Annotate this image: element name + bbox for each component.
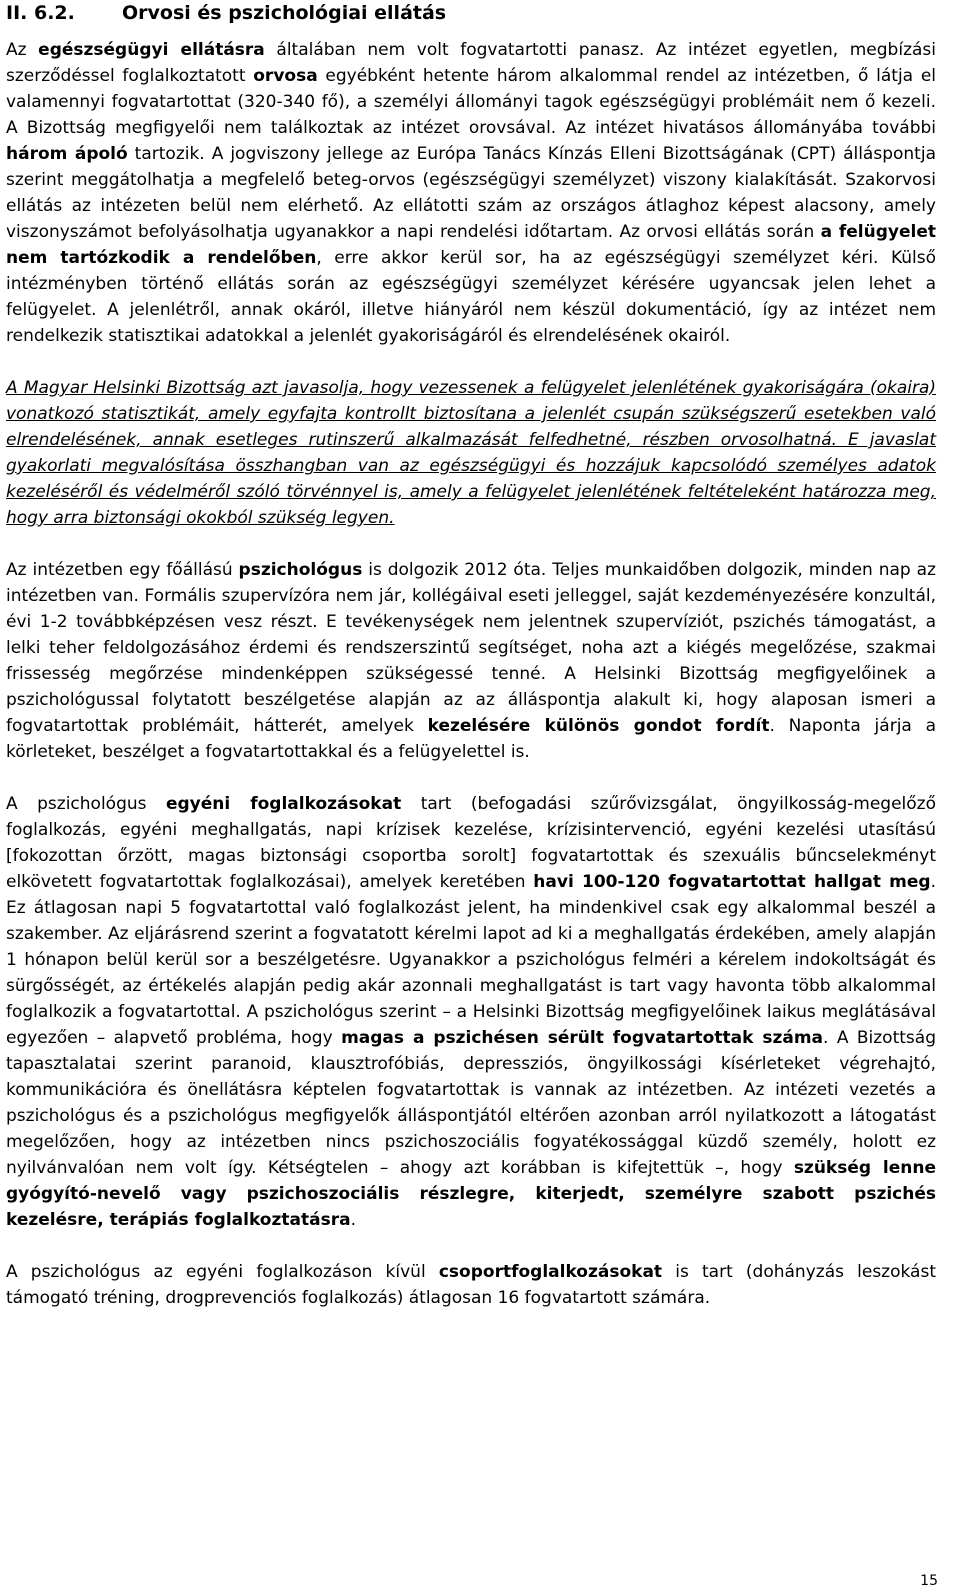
paragraph-individual-sessions xyxy=(6,791,936,1233)
text-run: tart (befogadási szűrővizsgálat, öngyilkosság-megelőző foglalkozás, egyéni meghallgatás, napi krízisek kezelése, krízisintervenció, egyéni kezelési utasítású [fokozottan őrzött, magas biztonsági csoportba sorolt] fogvatartottak és szexuális bűncselekményt elkövetett fogvatartottak foglalkozásai), amelyek keretében xyxy=(6,794,936,892)
emphasis: egészségügyi ellátásra xyxy=(38,40,265,60)
text-run: is dolgozik 2012 óta. Teljes munkaidőben dolgozik, minden nap az intézetben van. Formális szupervízóra nem jár, kollégáival eseti jelleggel, saját kezdeményezésére konzultál, évi 1-2 továbbképzésen vesz részt. E tevékenységek nem jelentnek szupervíziót, pszichés támogatást, a lelki teher feldolgozásához érdemi és rendszerszintű segítséget, noha azt a kiégés megelőzése, szakmai frissesség megőrzése mindenképpen szükségessé tenné. A Helsinki Bizottság megfigyelőinek a pszichológussal folytatott beszélgetése alapján az az álláspontja alakult ki, hogy alaposan ismeri a fogvatartottak problémáit, hátterét, amelyek xyxy=(6,560,936,736)
emphasis: csoportfoglalkozásokat xyxy=(438,1262,663,1282)
paragraph-group-sessions xyxy=(6,1259,936,1311)
emphasis: kezelésére különös gondot fordít xyxy=(427,716,770,736)
section-number: II. 6.2. xyxy=(6,2,75,24)
text-run: tartozik. A jogviszony jellege az Európa Tanács Kínzás Elleni Bizottságának (CPT) álláspontja szerint meggátolhatja a megfelelő beteg-orvos (egészségügyi személyzet) viszony kialakítását. Szakorvosi ellátás az intézeten belül nem elérhető. Az ellátotti szám az országos átlaghoz képest alacsony, amely viszonyszámot befolyásolhatja ugyanakkor a napi rendelési időtartam. Az orvosi ellátás során xyxy=(6,144,936,242)
emphasis: magas a pszichésen sérült fogvatartottak száma xyxy=(341,1028,823,1048)
paragraph-recommendation: A Magyar Helsinki Bizottság azt javasolja, hogy vezessenek a felügyelet jelenlétének gyakoriságára (okaira) vonatkozó statisztikát, amely egyfajta kontrollt biztosítana a jelenlét csupán szükségszerű esetekben való elrendelésének, annak esetleges rutinszerű alkalmazását felfedhetné, részben orvosolhatná. E javaslat gyakorlati megvalósítása összhangban van az egészségügyi és hozzájuk kapcsolódó személyes adatok kezeléséről és védelméről szóló törvénnyel is, amely a felügyelet jelenlétének feltételeként határozza meg, hogy arra biztonsági okokból szükség legyen. xyxy=(6,378,936,528)
emphasis: három ápoló xyxy=(6,144,128,164)
emphasis: pszichológus xyxy=(238,560,363,580)
text-run: . A Bizottság tapasztalatai szerint paranoid, klausztrofóbiás, depressziós, öngyilkossági kísérleteket végrehajtó, kommunikációra és önellátásra képtelen fogvatartottak is vannak az intézetben. Az intézeti vezetés a pszichológus és a pszichológus megfigyelők álláspontjától eltérően azonban arról nyilatkozott a látogatást megelőzően, hogy az intézetben nincs pszichoszociális fogyatékossággal küzdő személy, holott ez nyilvánvalóan nem volt így. Kétségtelen – ahogy azt korábban is kifejtettük –, hogy xyxy=(6,1028,936,1178)
document-page xyxy=(6,0,936,1337)
emphasis: havi 100-120 fogvatartottat hallgat meg xyxy=(533,872,931,892)
text-run: is tart (dohányzás leszokást támogató tréning, drogprevenciós foglalkozás) átlagosan 16 fogvatartott számára. xyxy=(6,1262,936,1308)
paragraph-psychologist xyxy=(6,557,936,765)
text-run: A pszichológus xyxy=(6,794,166,814)
section-heading xyxy=(6,1,936,25)
text-run: , erre akkor kerül sor, ha az egészségügyi személyzet kéri. Külső intézményben történő ellátás során az egészségügyi személyzet kérésére ugyancsak jelen lehet a felügyelet. A jelenlétről, annak okáról, illetve hiányáról nem készül dokumentáció, így az intézet nem rendelkezik statisztikai adatokkal a jelenlét gyakoriságáról és elrendelésének okairól. xyxy=(6,248,936,346)
text-run: egyébként hetente három alkalommal rendel az intézetben, ő látja el valamennyi fogvatartottat (320-340 fő), a személyi állományi tagok egészségügyi problémáit nem ő kezeli. A Bizottság megfigyelői nem találkoztak az intézet orovsával. Az intézet hivatásos állományába további xyxy=(6,66,936,138)
text-run: általában nem volt fogvatartotti panasz. Az intézet egyetlen, megbízási szerződéssel foglalkoztatott xyxy=(6,40,936,86)
emphasis: egyéni foglalkozásokat xyxy=(165,794,402,814)
text-run: . Ez átlagosan napi 5 fogvatartottal való foglalkozást jelent, ha mindenkivel csak egy alkalommal beszél a szakember. Az eljárásrend szerint a fogvatatott kérelmi lapot ad ki a meghallgatás érdekében, amely alapján 1 hónapon belül kerül sor a beszélgetésre. Ugyanakkor a pszichológus felméri a kérelem indokoltságát és sürgősségét, az értékelés alapján pedig akár azonnali meghallgatást is tart vagy havonta több alkalommal foglalkozik a fogvatartottal. A pszichológus szerint – a Helsinki Bizottság megfigyelőinek laikus meglátásával egyezően – alapvető probléma, hogy xyxy=(6,872,937,1048)
emphasis: szükség lenne gyógyító-nevelő vagy pszichoszociális részlegre, kiterjedt, személyre szabott pszichés kezelésre, terápiás foglalkoztatásra xyxy=(6,1158,937,1230)
text-run: A pszichológus az egyéni foglalkozáson kívül xyxy=(6,1262,439,1282)
section-title: Orvosi és pszichológiai ellátás xyxy=(122,2,447,24)
emphasis: orvosa xyxy=(253,66,318,86)
paragraph-medical-care xyxy=(6,37,936,349)
text-run: . xyxy=(350,1210,356,1230)
emphasis: a felügyelet nem tartózkodik a rendelőben xyxy=(6,222,937,268)
text-run: . Naponta járja a körleteket, beszélget a fogvatartottakkal és a felügyelettel is. xyxy=(6,716,937,762)
text-run: Az xyxy=(6,40,39,60)
page-number: 15 xyxy=(920,1573,938,1589)
text-run: Az intézetben egy főállású xyxy=(6,560,239,580)
